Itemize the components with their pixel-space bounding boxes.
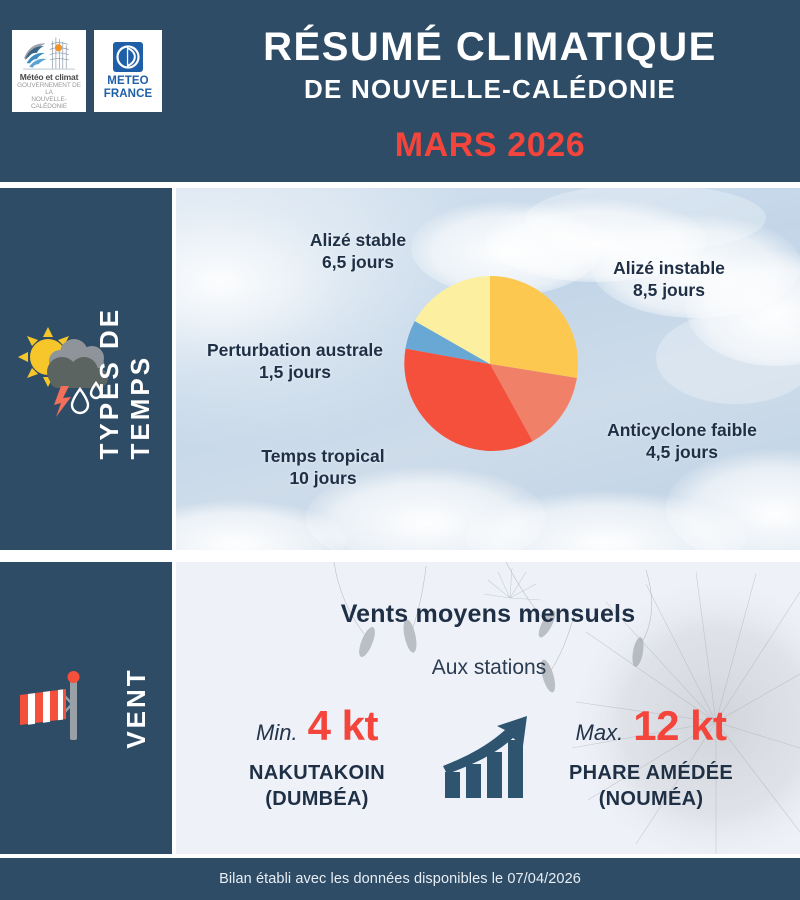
pie-svg	[400, 274, 580, 454]
page-title: RÉSUMÉ CLIMATIQUE	[263, 25, 717, 69]
pie-label-alize-instable-value: 8,5 jours	[633, 279, 705, 300]
section-vent	[0, 562, 800, 854]
weather-side-rail	[0, 188, 172, 550]
wind-side-rail	[0, 562, 172, 854]
meteo-france-emblem-icon	[113, 42, 143, 72]
wind-min-station-block	[182, 702, 452, 812]
wind-section-title: Vents moyens mensuels	[340, 600, 636, 628]
weather-rail-label: TYPES DE TEMPS	[94, 306, 155, 460]
pie-label-temps-tropical	[228, 446, 418, 490]
wind-max-value: 12 kt	[633, 702, 727, 749]
logo-meteo-france	[94, 30, 162, 112]
page-subtitle: DE NOUVELLE-CALÉDONIE	[304, 74, 676, 104]
wind-max-station-line1: PHARE AMÉDÉE	[569, 762, 733, 784]
pie-label-perturbation-australe	[176, 340, 414, 384]
weather-types-pie-chart	[400, 274, 580, 454]
header-banner	[0, 0, 800, 182]
pie-label-anticyclone-faible-value: 4,5 jours	[646, 441, 718, 462]
wind-min-station-line2: (DUMBÉA)	[265, 788, 369, 810]
pie-label-alize-instable	[564, 258, 774, 302]
weather-panel	[176, 188, 800, 550]
wind-max-prefix: Max.	[575, 720, 624, 745]
section-types-de-temps	[0, 188, 800, 550]
pie-label-temps-tropical-name: Temps tropical	[261, 446, 385, 466]
wind-rail-label: VENT	[121, 667, 151, 749]
wind-panel	[176, 562, 800, 854]
logo-mf-line2: FRANCE	[103, 87, 153, 100]
logo-gov-line2: GOUVERNEMENT DE LA	[17, 81, 81, 96]
wind-min-station-line1: NAKUTAKOIN	[249, 762, 385, 784]
wind-max-station-block	[516, 702, 786, 812]
wind-max-station-line2: (NOUMÉA)	[598, 788, 704, 810]
wind-min-station-name	[182, 760, 452, 812]
wind-section-subtitle: Aux stations	[431, 656, 547, 679]
pie-label-alize-stable-name: Alizé stable	[309, 230, 407, 250]
logo-gov-line1: Météo et climat	[19, 71, 79, 82]
windsock-icon	[12, 660, 108, 756]
wind-min-value-row	[182, 702, 452, 750]
pie-label-alize-stable	[268, 230, 448, 274]
pie-label-anticyclone-faible-name: Anticyclone faible	[607, 420, 757, 440]
pie-label-perturbation-australe-name: Perturbation australe	[206, 340, 384, 360]
pie-label-temps-tropical-value: 10 jours	[289, 467, 357, 488]
logo-mf-line1: METEO	[107, 75, 149, 88]
wind-max-value-row	[516, 702, 786, 750]
footer-disclaimer: Bilan établi avec les données disponibles le 07/04/2026	[219, 871, 581, 887]
logo-gouvernement-nouvelle-caledonie	[12, 30, 86, 112]
logo-group	[12, 30, 162, 112]
wind-min-value: 4 kt	[307, 702, 378, 749]
pie-label-alize-stable-value: 6,5 jours	[322, 251, 394, 272]
pie-label-alize-instable-name: Alizé instable	[613, 258, 725, 278]
gov-emblem-icon	[17, 34, 81, 72]
wind-min-prefix: Min.	[256, 720, 298, 745]
footer-bar	[0, 858, 800, 900]
logo-gov-line3: NOUVELLE-CALÉDONIE	[30, 95, 68, 110]
wind-max-station-name	[516, 760, 786, 812]
pie-label-anticyclone-faible	[574, 420, 790, 464]
report-month: MARS 2026	[394, 126, 586, 164]
pie-label-perturbation-australe-value: 1,5 jours	[259, 361, 331, 382]
